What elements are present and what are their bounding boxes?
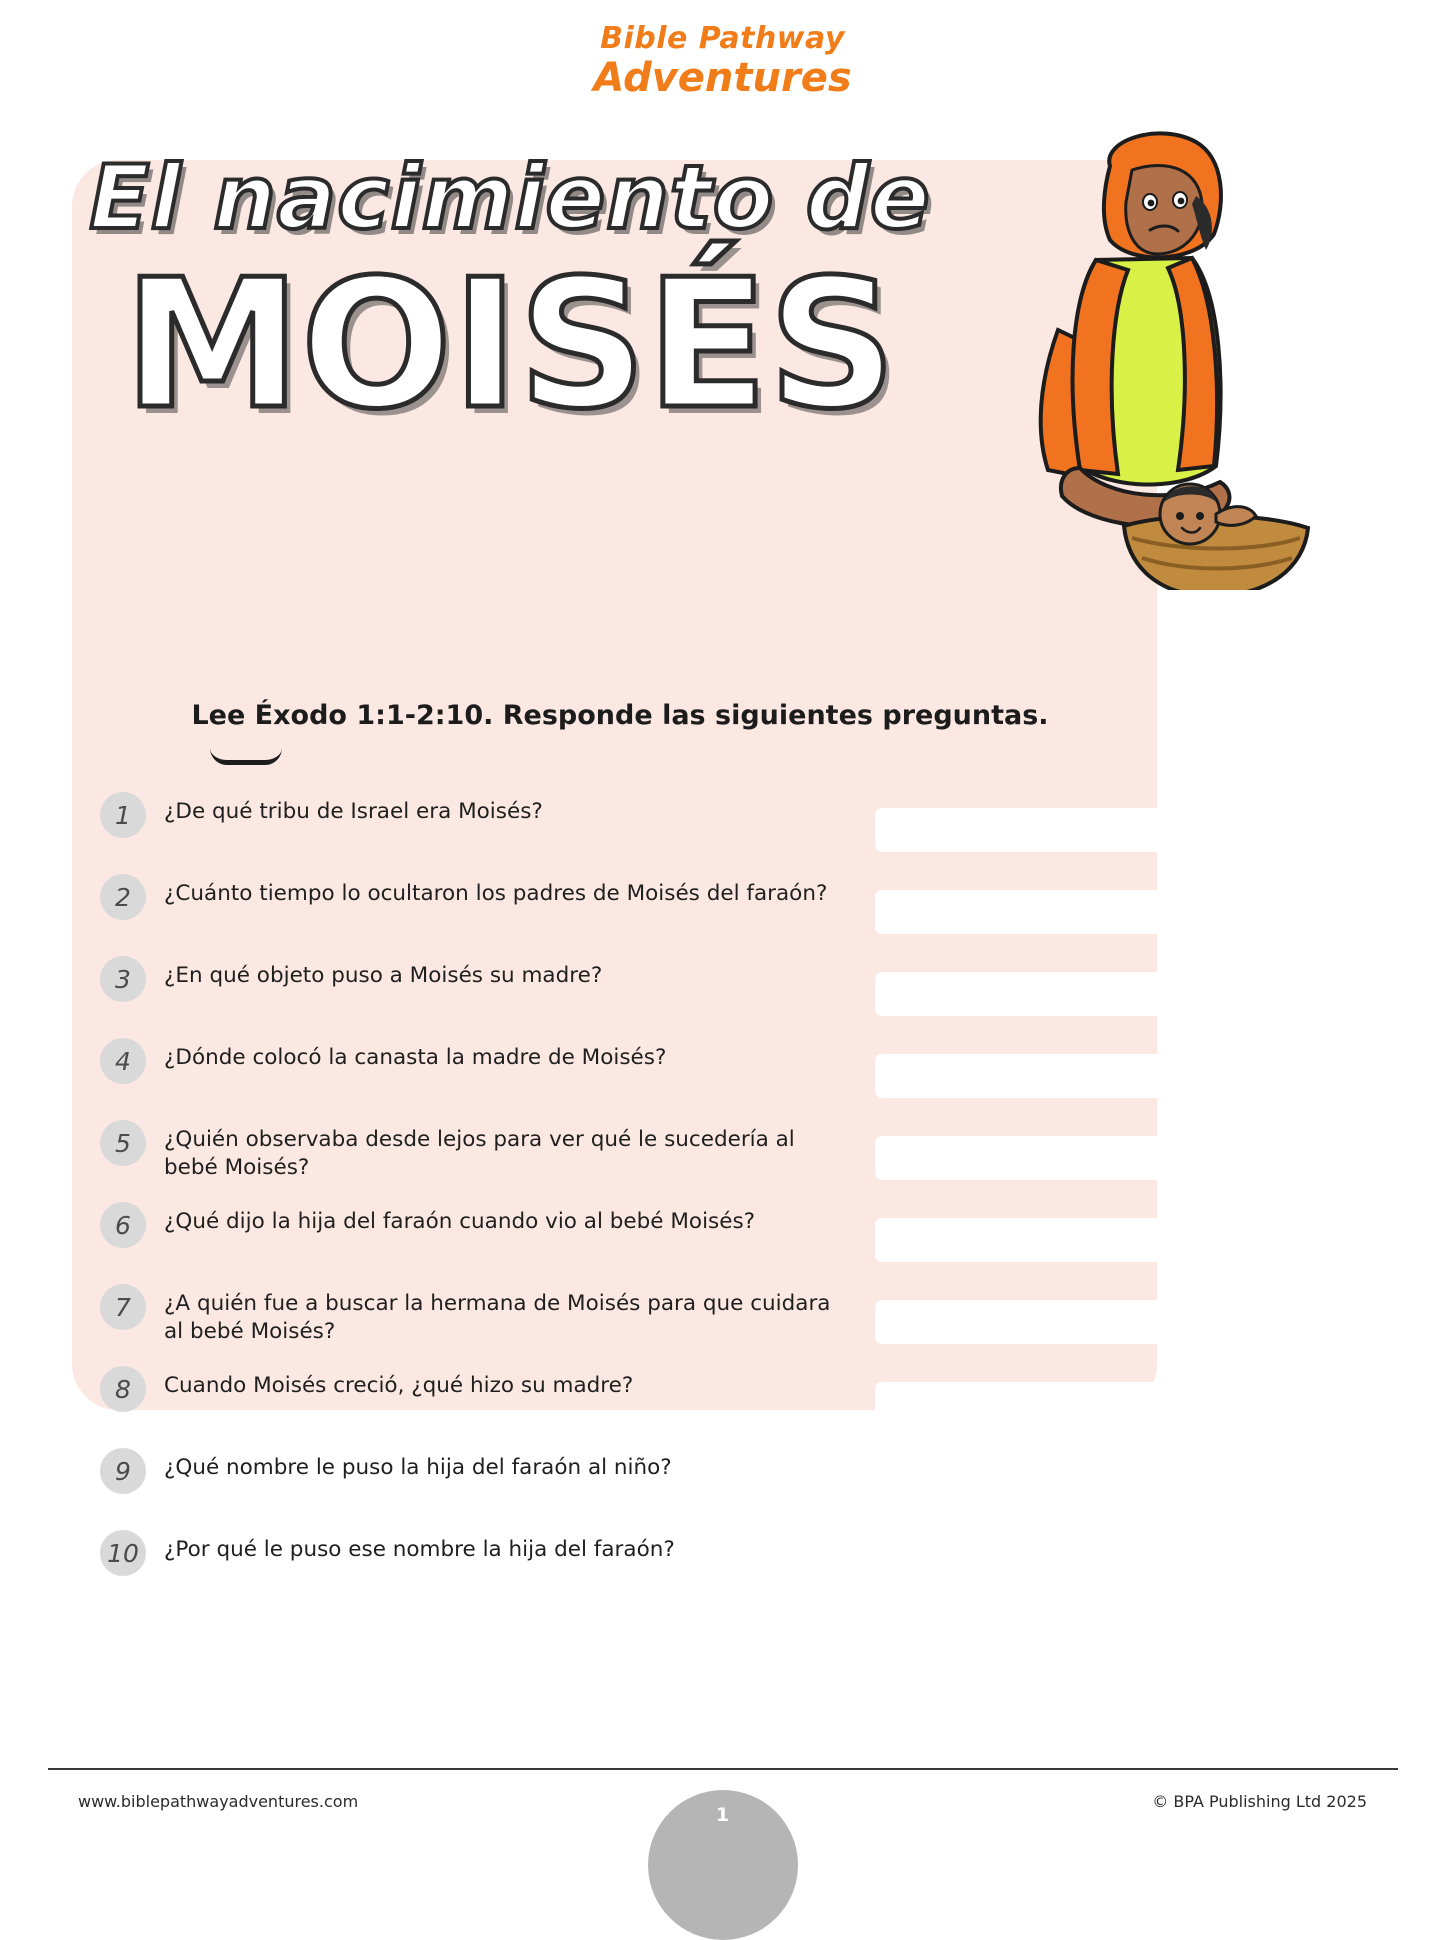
answer-field[interactable]: [875, 808, 1280, 852]
question-number: 10: [100, 1530, 146, 1576]
question-row: [100, 1118, 1280, 1200]
answer-field[interactable]: [875, 890, 1280, 934]
question-number: 3: [100, 956, 146, 1002]
question-number: 7: [100, 1284, 146, 1330]
page-title: [60, 146, 960, 449]
page-number-badge: 1: [648, 1790, 798, 1940]
instruction-text: Lee Éxodo 1:1-2:10. Responde las siguientes preguntas.: [191, 700, 1049, 731]
question-text: Cuando Moisés creció, ¿qué hizo su madre?: [164, 1373, 634, 1398]
question-row: [100, 1446, 1280, 1528]
footer-divider: [48, 1768, 1398, 1770]
question-number: 4: [100, 1038, 146, 1084]
answer-field[interactable]: [875, 1382, 1280, 1426]
footer-website[interactable]: www.biblepathwayadventures.com: [78, 1792, 359, 1811]
question-number: 2: [100, 874, 146, 920]
brand-logo-line1: Bible Pathway: [600, 21, 845, 56]
question-text: ¿En qué objeto puso a Moisés su madre?: [164, 963, 603, 988]
question-number: 1: [100, 792, 146, 838]
question-row: [100, 1282, 1280, 1364]
brand-logo: [0, 21, 1445, 101]
question-text: ¿Por qué le puso ese nombre la hija del faraón?: [164, 1537, 675, 1562]
question-number: 6: [100, 1202, 146, 1248]
question-row: [100, 1200, 1280, 1282]
question-row: [100, 1364, 1280, 1446]
question-row: [100, 954, 1280, 1036]
question-text: ¿Quién observaba desde lejos para ver qué le sucedería al bebé Moisés?: [164, 1127, 795, 1181]
question-number: 5: [100, 1120, 146, 1166]
page-title-line1: El nacimiento de: [89, 146, 931, 249]
question-row: [100, 872, 1280, 954]
question-text: ¿Cuánto tiempo lo ocultaron los padres de Moisés del faraón?: [164, 881, 828, 906]
question-text: ¿De qué tribu de Israel era Moisés?: [164, 799, 543, 824]
question-text: ¿Qué dijo la hija del faraón cuando vio al bebé Moisés?: [164, 1209, 756, 1234]
page-title-line2: MOISÉS: [123, 241, 897, 449]
answer-field[interactable]: [875, 1054, 1280, 1098]
moses-basket-illustration: [1000, 130, 1330, 590]
question-number: 9: [100, 1448, 146, 1494]
question-row: [100, 790, 1280, 872]
brand-logo-line2: Adventures: [593, 55, 852, 101]
question-number: 8: [100, 1366, 146, 1412]
question-row: [100, 1528, 1280, 1610]
question-row: [100, 1036, 1280, 1118]
answer-field[interactable]: [875, 1464, 1280, 1508]
answer-field[interactable]: [875, 972, 1280, 1016]
answer-field[interactable]: [875, 1136, 1280, 1180]
question-text: ¿Qué nombre le puso la hija del faraón al niño?: [164, 1455, 672, 1480]
question-text: ¿A quién fue a buscar la hermana de Moisés para que cuidara al bebé Moisés?: [164, 1291, 831, 1345]
footer-copyright: © BPA Publishing Ltd 2025: [1152, 1792, 1367, 1811]
questions-list: [100, 790, 1280, 1610]
answer-field[interactable]: [875, 1546, 1280, 1590]
question-text: ¿Dónde colocó la canasta la madre de Moisés?: [164, 1045, 667, 1070]
instruction-underline: [210, 748, 282, 765]
answer-field[interactable]: [875, 1300, 1280, 1344]
answer-field[interactable]: [875, 1218, 1280, 1262]
